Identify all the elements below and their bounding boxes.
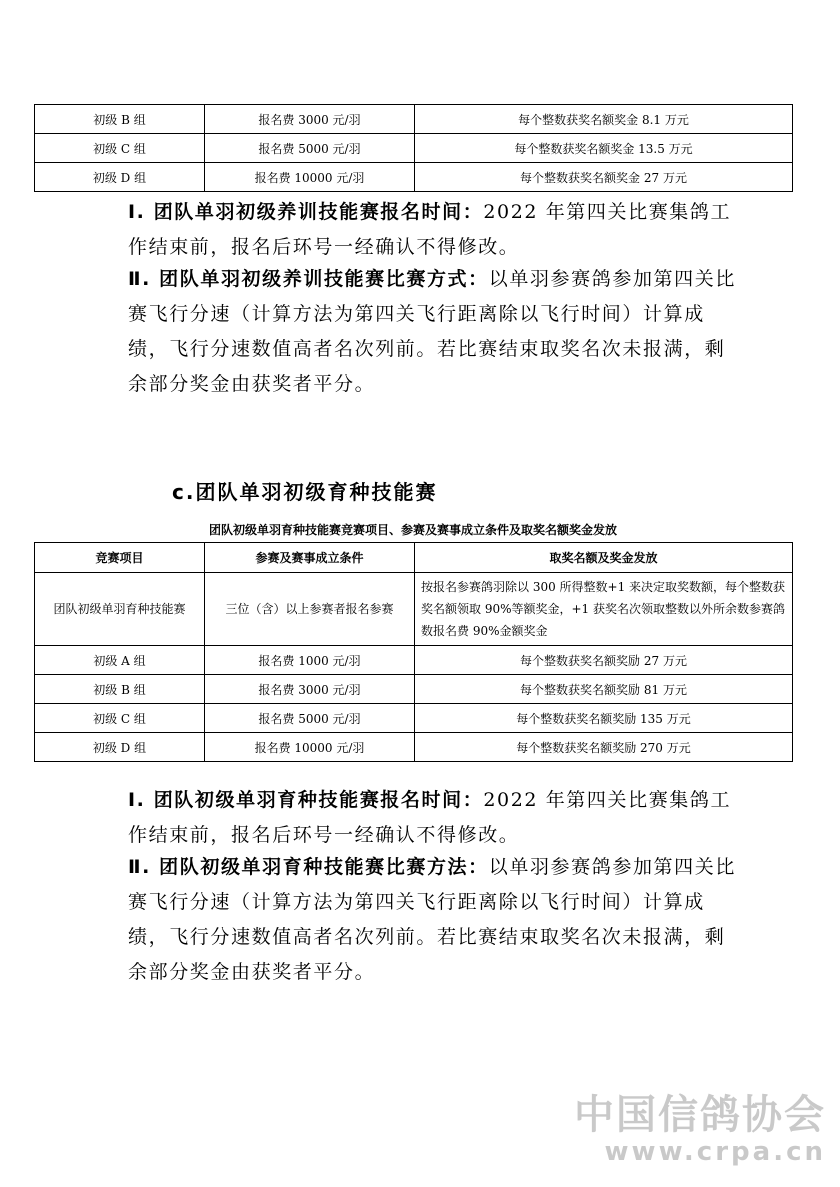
watermark-name: 中国信鸽协会 <box>574 1092 826 1138</box>
group-cell: 初级 C 组 <box>35 134 205 163</box>
paragraph-label: Ⅰ. 团队单羽初级养训技能赛报名时间： <box>128 201 484 223</box>
table-row <box>35 134 793 163</box>
prize-cell: 每个整数获奖名额奖金 8.1 万元 <box>415 105 793 134</box>
paragraph-label: Ⅱ. 团队单羽初级养训技能赛比赛方式： <box>128 268 489 290</box>
group-cell: 初级 B 组 <box>35 675 205 704</box>
training-registration-paragraph <box>128 195 738 265</box>
paragraph-label: Ⅱ. 团队初级单羽育种技能赛比赛方法： <box>128 856 489 878</box>
condition-cell: 三位（含）以上参赛者报名参赛 <box>205 573 415 646</box>
training-method-paragraph <box>128 262 738 402</box>
table-row <box>35 675 793 704</box>
header-condition: 参赛及赛事成立条件 <box>205 543 415 573</box>
fee-cell: 报名费 10000 元/羽 <box>205 733 415 762</box>
table-row <box>35 163 793 192</box>
table-row <box>35 646 793 675</box>
table-row <box>35 105 793 134</box>
fee-cell: 报名费 3000 元/羽 <box>205 675 415 704</box>
group-cell: 初级 B 组 <box>35 105 205 134</box>
breeding-prize-table <box>34 542 793 762</box>
section-heading: c.团队单羽初级育种技能赛 <box>172 480 438 504</box>
prize-cell: 每个整数获奖名额奖励 135 万元 <box>415 704 793 733</box>
fee-cell: 报名费 3000 元/羽 <box>205 105 415 134</box>
event-cell: 团队初级单羽育种技能赛 <box>35 573 205 646</box>
prize-cell: 每个整数获奖名额奖励 81 万元 <box>415 675 793 704</box>
fee-cell: 报名费 10000 元/羽 <box>205 163 415 192</box>
rule-cell: 按报名参赛鸽羽除以 300 所得整数+1 来决定取奖数额，每个整数获奖名额领取 90%等额奖金，+1 获奖名次领取整数以外所余数参赛鸽数报名费 90%金额奖金 <box>415 573 793 646</box>
table-row <box>35 733 793 762</box>
paragraph-text: 2022 年第四关比赛集鸽工作结束前，报名后环号一经确认不得修改。 <box>128 789 732 846</box>
header-prize: 取奖名额及奖金发放 <box>415 543 793 573</box>
paragraph-text: 以单羽参赛鸽参加第四关比赛飞行分速（计算方法为第四关飞行距离除以飞行时间）计算成绩，飞行分速数值高者名次列前。若比赛结束取奖名次未报满，剩余部分奖金由获奖者平分。 <box>128 268 736 395</box>
table-row <box>35 573 793 646</box>
fee-cell: 报名费 5000 元/羽 <box>205 704 415 733</box>
table-header-row <box>35 543 793 573</box>
group-cell: 初级 A 组 <box>35 646 205 675</box>
group-cell: 初级 D 组 <box>35 163 205 192</box>
breeding-registration-paragraph <box>128 783 738 853</box>
fee-cell: 报名费 5000 元/羽 <box>205 134 415 163</box>
watermark-url: www.crpa.cn <box>604 1137 826 1167</box>
training-prize-table <box>34 104 793 192</box>
breeding-method-paragraph <box>128 850 738 990</box>
paragraph-text: 2022 年第四关比赛集鸽工作结束前，报名后环号一经确认不得修改。 <box>128 201 732 258</box>
table-row <box>35 704 793 733</box>
group-cell: 初级 D 组 <box>35 733 205 762</box>
site-watermark <box>574 1093 826 1167</box>
prize-cell: 每个整数获奖名额奖励 270 万元 <box>415 733 793 762</box>
prize-cell: 每个整数获奖名额奖励 27 万元 <box>415 646 793 675</box>
group-cell: 初级 C 组 <box>35 704 205 733</box>
table-title: 团队初级单羽育种技能赛竞赛项目、参赛及赛事成立条件及取奖名额奖金发放 <box>208 523 617 537</box>
prize-cell: 每个整数获奖名额奖金 13.5 万元 <box>415 134 793 163</box>
fee-cell: 报名费 1000 元/羽 <box>205 646 415 675</box>
prize-cell: 每个整数获奖名额奖金 27 万元 <box>415 163 793 192</box>
paragraph-text: 以单羽参赛鸽参加第四关比赛飞行分速（计算方法为第四关飞行距离除以飞行时间）计算成绩，飞行分速数值高者名次列前。若比赛结束取奖名次未报满，剩余部分奖金由获奖者平分。 <box>128 856 736 983</box>
paragraph-label: Ⅰ. 团队初级单羽育种技能赛报名时间： <box>128 789 484 811</box>
header-event: 竞赛项目 <box>35 543 205 573</box>
